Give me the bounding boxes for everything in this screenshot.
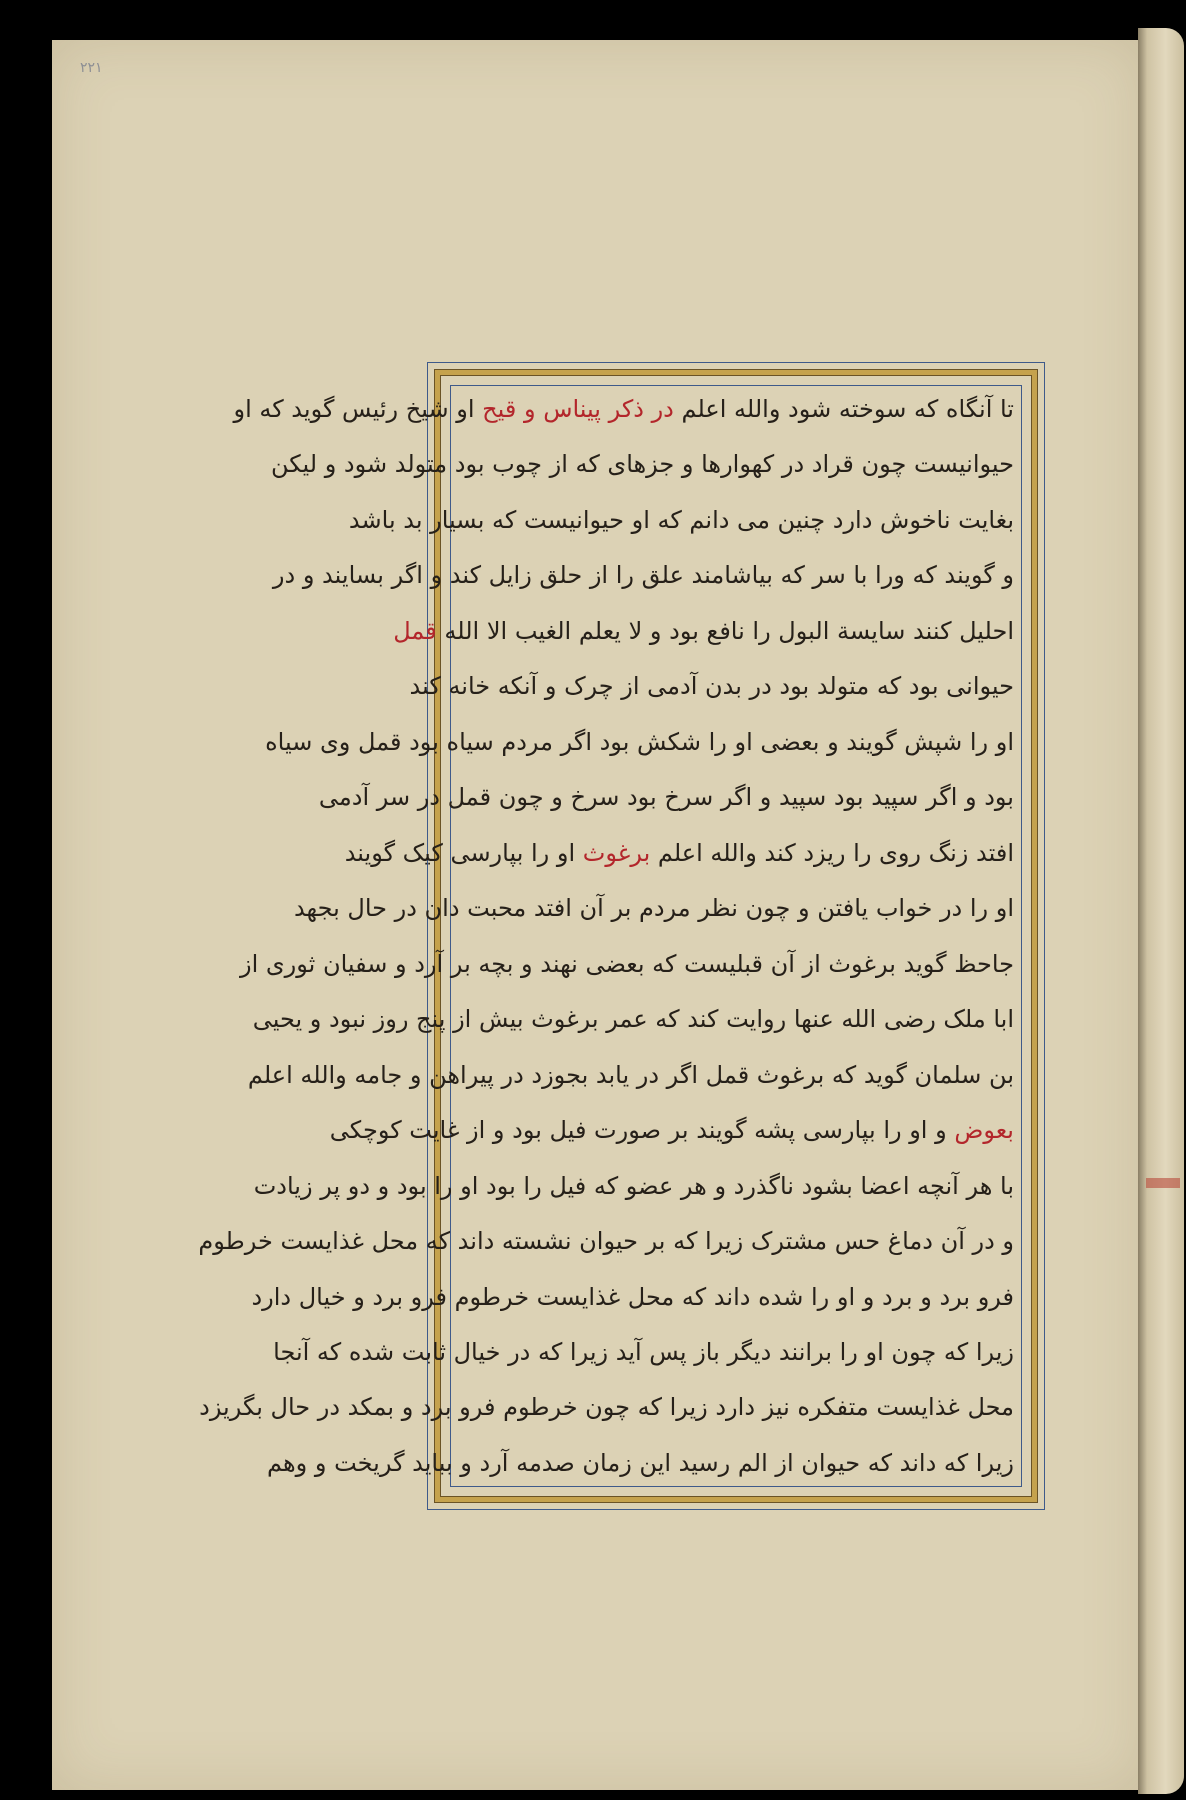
text-line [273,1336,1014,1368]
rubric-heading: بعوض [946,1116,1014,1145]
line-text: بن سلمان گوید که برغوث قمل اگر در یابد بجوزد در پیراهن و جامه والله اعلم [247,1060,1014,1089]
text-line [344,837,1014,869]
line-text: حیوانیست چون قراد در کهوارها و جزهای که از چوب بود متولد شود و لیکن [270,450,1014,479]
line-text: حیوانی بود که متولد بود در بدن آدمی از چرک و آنکه خانه کند [409,672,1014,701]
text-line [293,892,1014,924]
line-text: او شیخ رئیس گوید که او [233,395,475,423]
text-line [198,1225,1014,1257]
rubric-heading: برغوث [575,838,651,867]
rubric-trace [1146,1178,1180,1188]
text-lines [198,389,1018,1483]
text-line [348,504,1014,536]
text-line [199,1391,1014,1423]
rubric-heading: در ذکر پیناس و قیح [474,395,674,423]
line-text: افتد زنگ روی را ریزد کند والله اعلم [650,838,1014,867]
text-line [233,393,1014,425]
text-line [252,1003,1014,1035]
line-text: و او را بپارسی پشه گویند بر صورت فیل بود و از غایت کوچکی [329,1116,947,1145]
text-block-frame [198,362,1045,1510]
text-line [251,1281,1014,1313]
line-text: محل غذایست متفکره نیز دارد زیرا که چون خرطوم فرو برد و بمکد در حال بگریزد [199,1393,1014,1422]
line-text: و در آن دماغ حس مشترک زیرا که بر حیوان نشسته داند که محل غذایست خرطوم [198,1227,1014,1256]
line-text: او را در خواب یافتن و چون نظر مردم بر آن افتد محبت دان در حال بجهد [293,894,1014,923]
text-line [270,448,1014,480]
text-line [329,1114,1014,1146]
line-text: ابا ملک رضی الله عنها روایت کند که عمر برغوث بیش از پنج روز نبود و یحیی [252,1005,1014,1034]
line-text: زیرا که چون او را برانند دیگر باز پس آید زیرا که در خیال ثابت شده که آنجا [273,1337,1014,1366]
line-text: تا آنگاه که سوخته شود والله اعلم [673,395,1014,423]
text-line [253,1170,1014,1202]
line-text: بغایت ناخوش دارد چنین می دانم که او حیوانیست که بسیار بد باشد [348,505,1014,534]
text-line [409,670,1014,702]
text-line [265,726,1014,758]
folio-number: ۲۲۱ [80,60,103,76]
text-line [267,1447,1014,1479]
line-text: او را بپارسی کیک گویند [344,838,576,867]
text-line [272,559,1014,591]
line-text: فرو برد و برد و او را شده داند که محل غذایست خرطوم فرو برد و خیال دارد [251,1282,1014,1311]
text-line [247,1059,1014,1091]
line-text: جاحظ گوید برغوث از آن قبلیست که بعضی نهند و بچه بر آرد و سفیان ثوری از [240,949,1014,978]
next-leaf-edge [1138,28,1184,1794]
line-text: او را شپش گویند و بعضی او را شکش بود اگر مردم سیاه بود قمل وی سیاه [265,727,1014,756]
text-line [393,615,1014,647]
line-text: با هر آنچه اعضا بشود ناگذرد و هر عضو که فیل را بود او را بود و دو پر زیادت [253,1171,1014,1200]
text-line [240,948,1014,980]
line-text: و گویند که ورا با سر که بیاشامند علق را از حلق زایل کند و اگر بسایند و در [272,561,1014,590]
line-text: بود و اگر سپید بود سپید و اگر سرخ بود سرخ و چون قمل در سر آدمی [318,783,1014,812]
line-text: زیرا که داند که حیوان از الم رسید این زمان صدمه آرد و بباید گریخت و وهم [267,1448,1014,1477]
rubric-heading: قمل [393,616,437,645]
manuscript-page [52,40,1142,1790]
text-line [318,781,1014,813]
line-text: احلیل کنند سایسة البول را نافع بود و لا یعلم الغیب الا الله [436,616,1014,645]
